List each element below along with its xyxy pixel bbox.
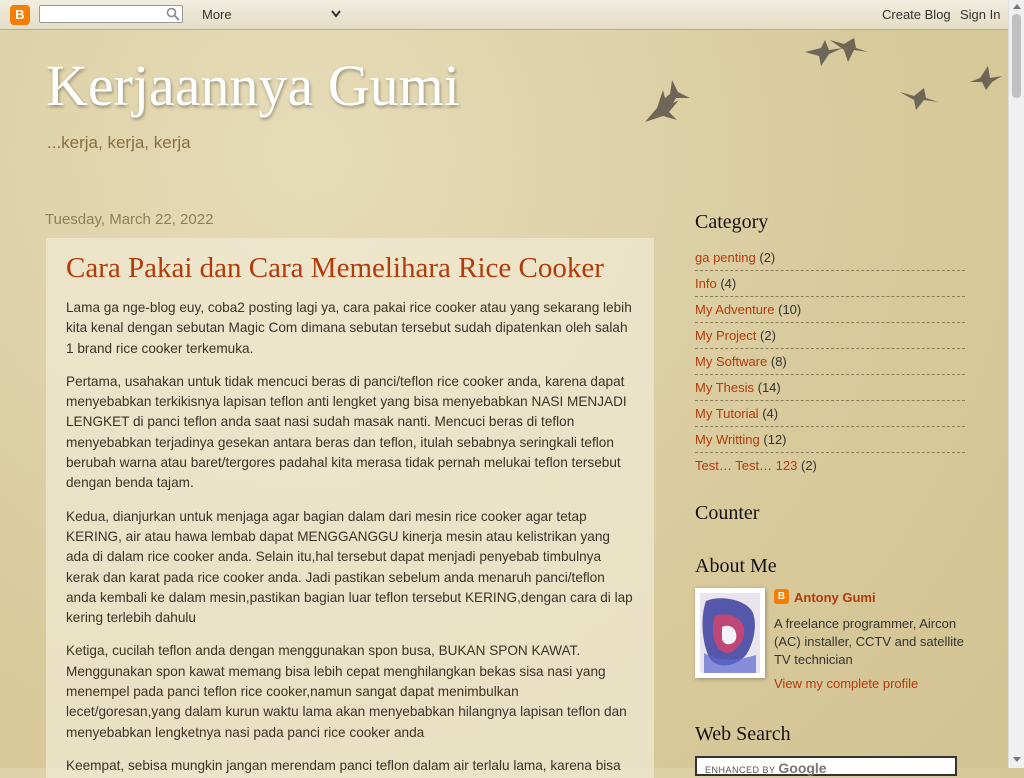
view-profile-link[interactable]: View my complete profile	[774, 676, 919, 691]
category-item	[695, 245, 965, 271]
category-item	[695, 271, 965, 297]
post-paragraph: Lama ga nge-blog euy, coba2 posting lagi ya, cara pakai rice cooker atau yang sekarang lebih kita kenal dengan sebutan Magic Com dimana sebutan tersebut sudah dipatenkan oleh salah 1 brand rice cooker terkemuka.	[66, 300, 632, 356]
category-count: (2)	[759, 250, 776, 265]
category-link[interactable]: Test… Test… 123	[695, 458, 798, 473]
category-item	[695, 323, 965, 349]
web-search-widget-title: Web Search	[695, 723, 791, 745]
category-link[interactable]: My Adventure	[695, 302, 775, 317]
scroll-down-arrow-icon[interactable]	[1013, 757, 1021, 762]
post-paragraph: Ketiga, cucilah teflon anda dengan menggunakan spon busa, BUKAN SPON KAWAT. Menggunakan spon kawat memang bisa lebih cepat menghilangkan bekas sisa nasi yang menempel pada panci teflon rice cooker,namun sangat dapat menimbulkan lecet/goresan,yang dalam kurun waktu lama akan menyebabkan hilangnya lapisan teflon dan menyebabkan lengketnya nasi pada panci rice cooker anda	[66, 643, 627, 740]
counter-widget-title: Counter	[695, 502, 760, 524]
category-count: (4)	[762, 406, 779, 421]
post-title[interactable]: Cara Pakai dan Cara Memelihara Rice Cooker	[66, 252, 604, 284]
category-item	[695, 401, 965, 427]
category-link[interactable]: My Thesis	[695, 380, 754, 395]
category-item	[695, 349, 965, 375]
category-count: (14)	[757, 380, 781, 395]
chevron-down-icon[interactable]	[330, 9, 342, 19]
category-count: (12)	[763, 432, 787, 447]
blog-title[interactable]: Kerjaannya Gumi	[46, 53, 460, 118]
category-link[interactable]: Info	[695, 276, 717, 291]
search-icon[interactable]	[166, 7, 180, 21]
blogger-navbar	[0, 0, 1008, 30]
sidebar	[695, 210, 965, 776]
scroll-up-arrow-icon[interactable]	[1013, 4, 1021, 9]
category-count: (8)	[770, 354, 787, 369]
vertical-scrollbar[interactable]	[1008, 0, 1024, 768]
category-item	[695, 427, 965, 453]
create-blog-link[interactable]: Create Blog	[882, 7, 951, 22]
profile-description: A freelance programmer, Aircon (AC) installer, CCTV and satellite TV technician	[774, 616, 965, 667]
category-count: (4)	[720, 276, 737, 291]
category-widget-title: Category	[695, 211, 769, 233]
blogger-profile-icon: B	[774, 589, 789, 604]
category-link[interactable]: My Writting	[695, 432, 760, 447]
flying-birds-icon	[640, 30, 1010, 140]
enhanced-by-text: ENHANCED BY	[705, 765, 776, 775]
category-link[interactable]: My Tutorial	[695, 406, 759, 421]
google-enhanced-label	[705, 760, 827, 776]
profile-image	[700, 593, 760, 673]
about-widget-title: About Me	[695, 555, 777, 577]
category-item	[695, 453, 965, 478]
navbar-search-input[interactable]	[39, 5, 183, 23]
profile-photo[interactable]	[695, 588, 765, 678]
more-dropdown[interactable]: More	[202, 7, 232, 22]
blog-description: ...kerja, kerja, kerja	[47, 133, 191, 152]
scroll-thumb[interactable]	[1012, 14, 1021, 98]
category-link[interactable]: My Project	[695, 328, 757, 343]
category-link[interactable]: My Software	[695, 354, 768, 369]
category-count: (2)	[760, 328, 776, 343]
category-list	[695, 245, 965, 478]
category-item	[695, 375, 965, 401]
post-paragraph: Kedua, dianjurkan untuk menjaga agar bagian dalam dari mesin rice cooker agar tetap KERING, air atau hawa lembab dapat MENGGANGGU kinerja mesin atau kelistrikan yang ada di dalam rice cooker anda. Selain itu,hal tersebut dapat menjadi penyebab timbulnya kerak dan karat pada rice cooker anda. Jadi pastikan sebelum anda menaruh panci/teflon anda kembali ke dalam mesin,pastikan bagian luar teflon tersebut KERING,dengan cara di lap kering terlebih dahulu	[66, 508, 633, 626]
post-paragraph: Pertama, usahakan untuk tidak mencuci beras di panci/teflon rice cooker anda, karena dapat menyebabkan terkikisnya lapisan teflon anti lengket yang bisa menyebabkan NASI MENJADI LENGKET di panci teflon anda saat nasi sudah masak nanti. Mencuci beras di teflon menyebabkan terjadinya gesekan antara beras dan teflon, itulah sebabnya seringkali teflon berubah warna atau baret/tergores padahal kita merasa tidak pernah melukai teflon tersebut dengan benda tajam.	[66, 373, 627, 491]
blogger-logo-icon[interactable]: B	[10, 5, 30, 25]
post-paragraph: Keempat, sebisa mungkin jangan merendam panci teflon dalam air terlalu lama, karena bisa	[66, 757, 621, 773]
category-link[interactable]: ga penting	[695, 250, 756, 265]
blog-post	[46, 238, 654, 778]
about-me-widget	[695, 588, 965, 698]
category-item	[695, 297, 965, 323]
post-date: Tuesday, March 22, 2022	[45, 211, 214, 228]
web-search-input[interactable]	[695, 756, 957, 776]
sign-in-link[interactable]: Sign In	[960, 7, 1001, 22]
category-count: (2)	[801, 458, 817, 473]
category-count: (10)	[778, 302, 802, 317]
google-logo-text: Google	[778, 760, 827, 776]
profile-name-link[interactable]: Antony Gumi	[794, 590, 876, 605]
